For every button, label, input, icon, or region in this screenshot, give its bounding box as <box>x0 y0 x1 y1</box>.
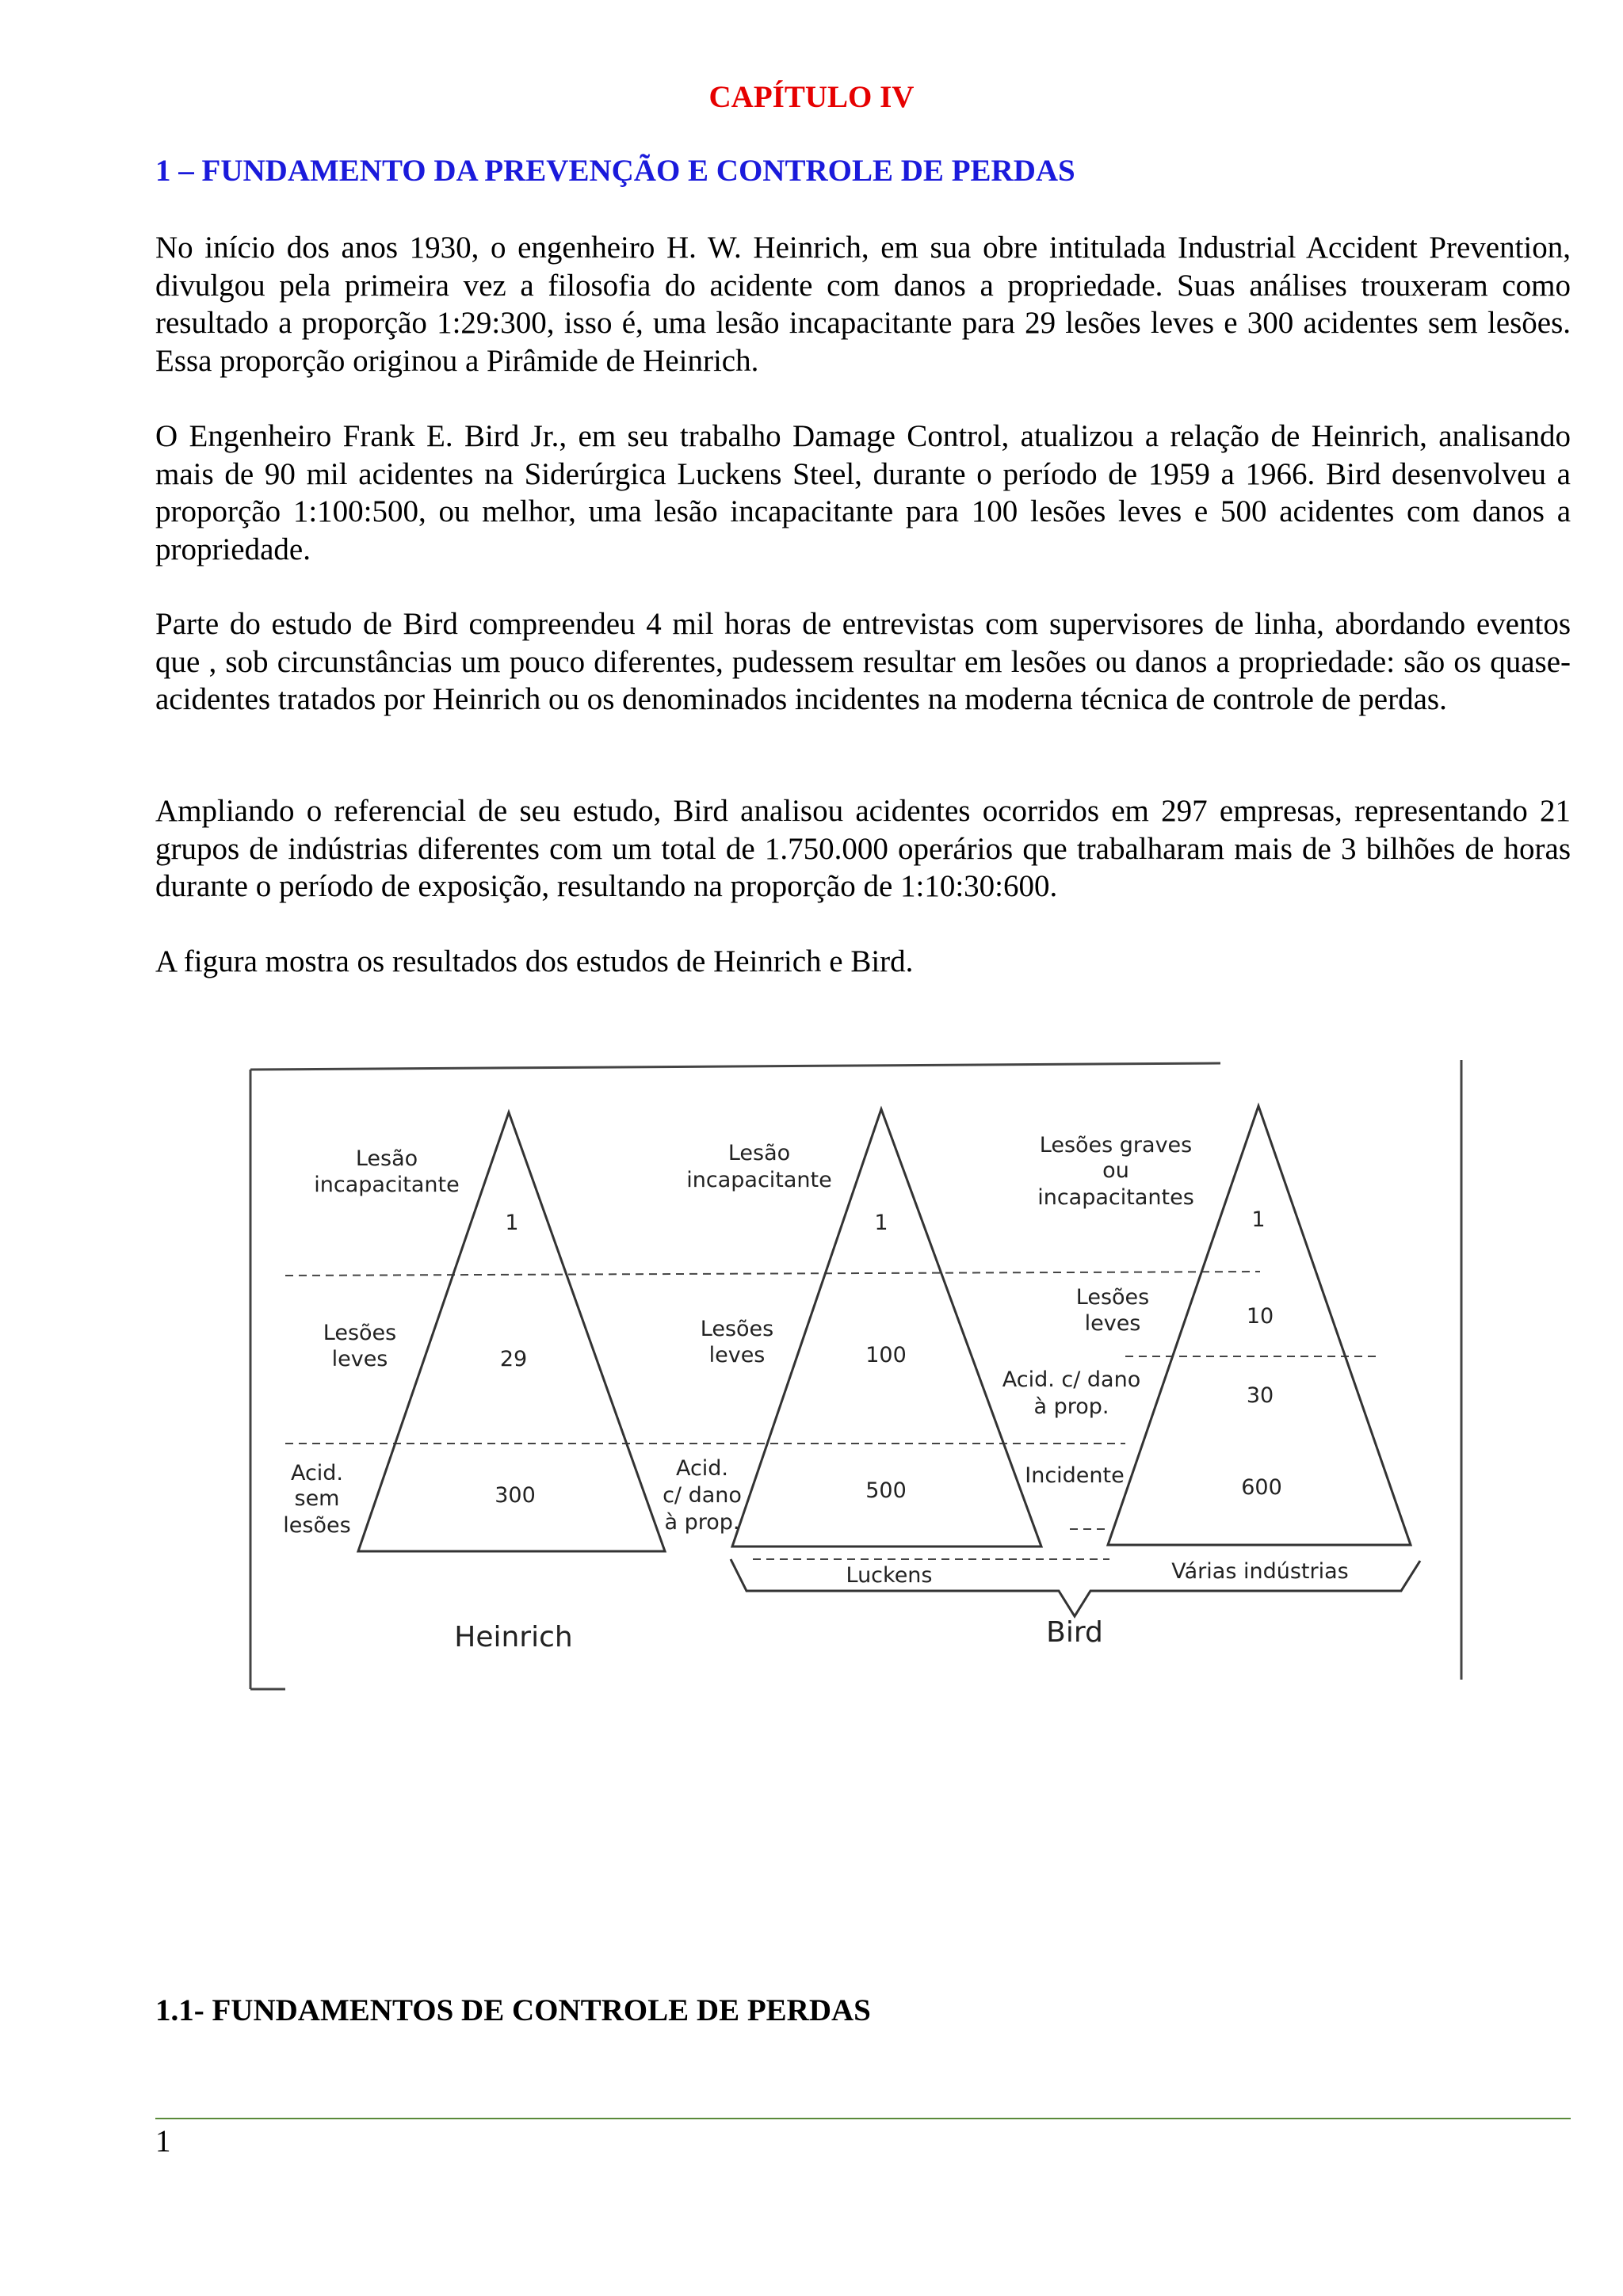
luckens-value-500: 500 <box>865 1478 907 1503</box>
luckens-group-label: Luckens <box>846 1563 933 1588</box>
varias-mid2-label-2: à prop. <box>1033 1394 1109 1419</box>
luckens-bottom-label-1: Acid. <box>675 1456 729 1481</box>
heinrich-value-1: 1 <box>505 1211 519 1235</box>
varias-value-10: 10 <box>1246 1304 1274 1329</box>
varias-mid2-label-1: Acid. c/ dano <box>1002 1367 1141 1392</box>
varias-value-30: 30 <box>1246 1383 1274 1408</box>
pyramids-figure <box>238 1046 1474 1703</box>
varias-top-label-1: Lesões graves <box>1039 1133 1193 1158</box>
paragraph-industries: Ampliando o referencial de seu estudo, Bird analisou acidentes ocorridos em 297 empresas, representando 21 grupos de indústrias diferentes com um total de 1.750.000 operários que trabalharam mais de 3 bilhões de horas durante o período de exposição, resultando na proporção de 1:10:30:600. <box>155 794 1571 903</box>
luckens-bottom-label-2: c/ dano <box>663 1483 742 1508</box>
subsection-title: 1.1- FUNDAMENTOS DE CONTROLE DE PERDAS <box>155 1993 871 2027</box>
heinrich-top-label-1: Lesão <box>355 1146 418 1171</box>
heinrich-caption: Heinrich <box>454 1621 573 1653</box>
paragraph-heinrich: No início dos anos 1930, o engenheiro H. W. Heinrich, em sua obre intitulada Industrial Accident Prevention, divulgou pela primeira vez a filosofia do acidente com danos a propriedade. Suas análises trouxeram como resultado a proporção 1:29:300, isso é, uma lesão incapacitante para 29 lesões leves e 300 acidentes sem lesões. Essa proporção originou a Pirâmide de Heinrich. <box>155 231 1571 378</box>
heinrich-bottom-label-1: Acid. <box>290 1461 344 1486</box>
luckens-top-label-1: Lesão <box>727 1141 791 1165</box>
chapter-title: CAPÍTULO IV <box>708 80 915 114</box>
luckens-value-100: 100 <box>865 1343 907 1367</box>
varias-value-1: 1 <box>1251 1207 1266 1232</box>
luckens-bottom-label-3: à prop. <box>664 1510 740 1535</box>
page-number: 1 <box>155 2124 171 2158</box>
heinrich-bottom-label-2: sem <box>294 1486 340 1511</box>
varias-group-label: Várias indústrias <box>1171 1559 1349 1584</box>
paragraph-interviews: Parte do estudo de Bird compreendeu 4 mil horas de entrevistas com supervisores de linha, abordando eventos que , sob circunstâncias um pouco diferentes, pudessem resultar em lesões ou danos a propriedade: são os quase-acidentes tratados por Heinrich ou os denominados incidentes na moderna técnica de controle de perdas. <box>155 607 1571 716</box>
figure-frame <box>250 1060 1461 1689</box>
footer-divider <box>155 2118 1571 2119</box>
bird-caption: Bird <box>1046 1616 1103 1649</box>
heinrich-top-label-2: incapacitante <box>314 1173 460 1197</box>
paragraph-figure-intro: A figura mostra os resultados dos estudos de Heinrich e Bird. <box>155 944 914 978</box>
level-lines <box>285 1272 1379 1559</box>
heinrich-value-300: 300 <box>495 1483 536 1508</box>
varias-top-label-2: ou <box>1102 1158 1129 1183</box>
luckens-top-label-2: incapacitante <box>686 1168 832 1192</box>
luckens-value-1: 1 <box>874 1211 888 1235</box>
heinrich-bottom-label-3: lesões <box>283 1513 351 1538</box>
varias-mid1-label-2: leves <box>1084 1311 1141 1336</box>
varias-bottom-label-1: Incidente <box>1025 1463 1125 1488</box>
paragraph-bird: O Engenheiro Frank E. Bird Jr., em seu trabalho Damage Control, atualizou a relação de Heinrich, analisando mais de 90 mil acidentes na Siderúrgica Luckens Steel, durante o período de 1959 a 1966. Bird desenvolveu a proporção 1:100:500, ou melhor, uma lesão incapacitante para 100 lesões leves e 500 acidentes com danos a propriedade. <box>155 419 1571 566</box>
varias-mid1-label-1: Lesões <box>1075 1285 1150 1310</box>
varias-top-label-3: incapacitantes <box>1037 1185 1194 1210</box>
section-title: 1 – FUNDAMENTO DA PREVENÇÃO E CONTROLE DE PERDAS <box>155 154 1075 188</box>
heinrich-mid-label-2: leves <box>331 1347 388 1371</box>
heinrich-value-29: 29 <box>499 1347 528 1371</box>
heinrich-mid-label-1: Lesões <box>323 1321 397 1345</box>
luckens-mid-label-2: leves <box>708 1343 766 1367</box>
luckens-mid-label-1: Lesões <box>700 1317 774 1341</box>
varias-value-600: 600 <box>1241 1475 1282 1500</box>
